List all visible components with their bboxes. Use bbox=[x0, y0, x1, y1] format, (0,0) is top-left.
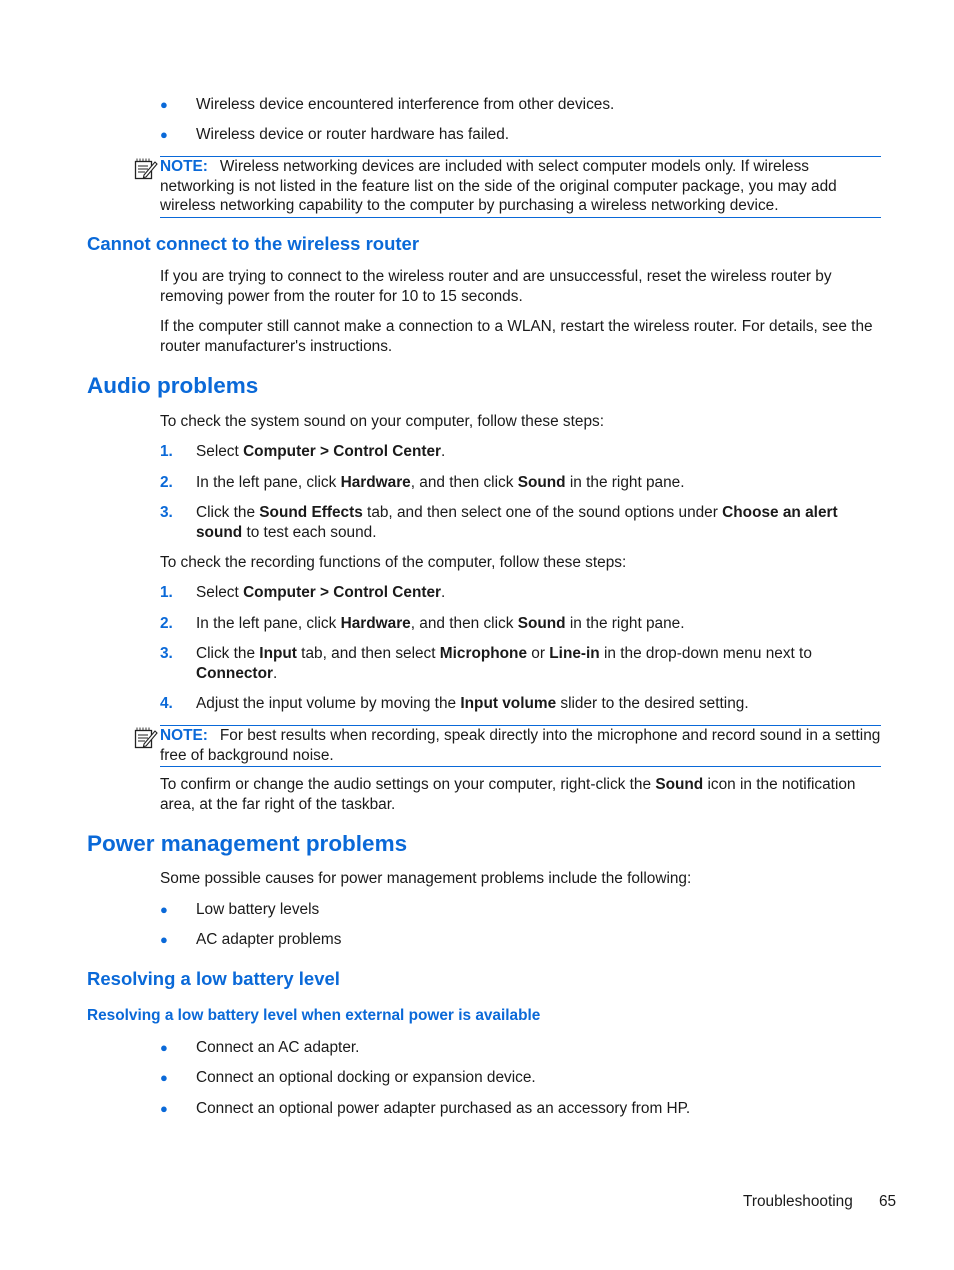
paragraph: If you are trying to connect to the wireless router and are unsuccessful, reset the wireless router by removing power from the router for 10 to 15 seconds. bbox=[160, 268, 832, 305]
note-text: For best results when recording, speak directly into the microphone and record sound in a setting free of background noise. bbox=[160, 727, 881, 764]
step-number: 3. bbox=[160, 645, 173, 662]
list-item: Connect an optional docking or expansion device. bbox=[196, 1069, 536, 1086]
note-label: NOTE: bbox=[160, 727, 208, 744]
footer-section: Troubleshooting bbox=[743, 1193, 853, 1210]
list-item: In the left pane, click Hardware, and then click Sound in the right pane. bbox=[196, 615, 685, 632]
paragraph: Some possible causes for power management problems include the following: bbox=[160, 870, 692, 887]
step-number: 2. bbox=[160, 474, 173, 491]
bullet-icon: ● bbox=[160, 127, 168, 142]
note-icon bbox=[134, 158, 158, 180]
paragraph: To check the system sound on your computer, follow these steps: bbox=[160, 413, 604, 430]
list-item: Select Computer > Control Center. bbox=[196, 584, 446, 601]
chapter-heading: Power management problems bbox=[87, 831, 408, 856]
list-item: In the left pane, click Hardware, and then click Sound in the right pane. bbox=[196, 474, 685, 491]
list-item: Low battery levels bbox=[196, 901, 320, 918]
note-label: NOTE: bbox=[160, 158, 208, 175]
list-item: AC adapter problems bbox=[196, 931, 342, 948]
step-number: 3. bbox=[160, 504, 173, 521]
list-item: Select Computer > Control Center. bbox=[196, 443, 446, 460]
bullet-icon: ● bbox=[160, 902, 168, 917]
note-text: Wireless networking devices are included with select computer models only. If wireless networking is not listed in the feature list on the side of the original computer package, you may add wireless networking capability to the computer by purchasing a wireless networking device. bbox=[160, 158, 837, 214]
step-number: 2. bbox=[160, 615, 173, 632]
paragraph: To check the recording functions of the computer, follow these steps: bbox=[160, 554, 627, 571]
list-item: Wireless device encountered interference from other devices. bbox=[196, 96, 615, 113]
list-item: Connect an optional power adapter purchased as an accessory from HP. bbox=[196, 1100, 691, 1117]
note-box bbox=[160, 156, 881, 218]
note-icon bbox=[134, 727, 158, 749]
paragraph: If the computer still cannot make a connection to a WLAN, restart the wireless router. For details, see the router manufacturer's instructions. bbox=[160, 318, 873, 355]
list-item: Adjust the input volume by moving the Input volume slider to the desired setting. bbox=[196, 695, 749, 712]
step-number: 4. bbox=[160, 695, 173, 712]
paragraph: To confirm or change the audio settings on your computer, right-click the Sound icon in the notification area, at the far right of the taskbar. bbox=[160, 776, 856, 813]
note-box bbox=[160, 725, 881, 767]
section-heading: Resolving a low battery level bbox=[87, 968, 340, 989]
list-item: Click the Input tab, and then select Microphone or Line-in in the drop-down menu next to Connector. bbox=[196, 645, 812, 682]
bullet-icon: ● bbox=[160, 1070, 168, 1085]
section-heading: Cannot connect to the wireless router bbox=[87, 233, 420, 254]
page-number: 65 bbox=[879, 1193, 897, 1210]
bullet-icon: ● bbox=[160, 1040, 168, 1055]
list-item: Connect an AC adapter. bbox=[196, 1039, 360, 1056]
list-item: Wireless device or router hardware has failed. bbox=[196, 126, 510, 143]
bullet-icon: ● bbox=[160, 97, 168, 112]
subsection-heading: Resolving a low battery level when external power is available bbox=[87, 1007, 541, 1024]
list-item: Click the Sound Effects tab, and then select one of the sound options under Choose an alert sound to test each sound. bbox=[196, 504, 838, 541]
bullet-icon: ● bbox=[160, 932, 168, 947]
bullet-icon: ● bbox=[160, 1101, 168, 1116]
step-number: 1. bbox=[160, 443, 173, 460]
chapter-heading: Audio problems bbox=[87, 373, 259, 398]
step-number: 1. bbox=[160, 584, 173, 601]
